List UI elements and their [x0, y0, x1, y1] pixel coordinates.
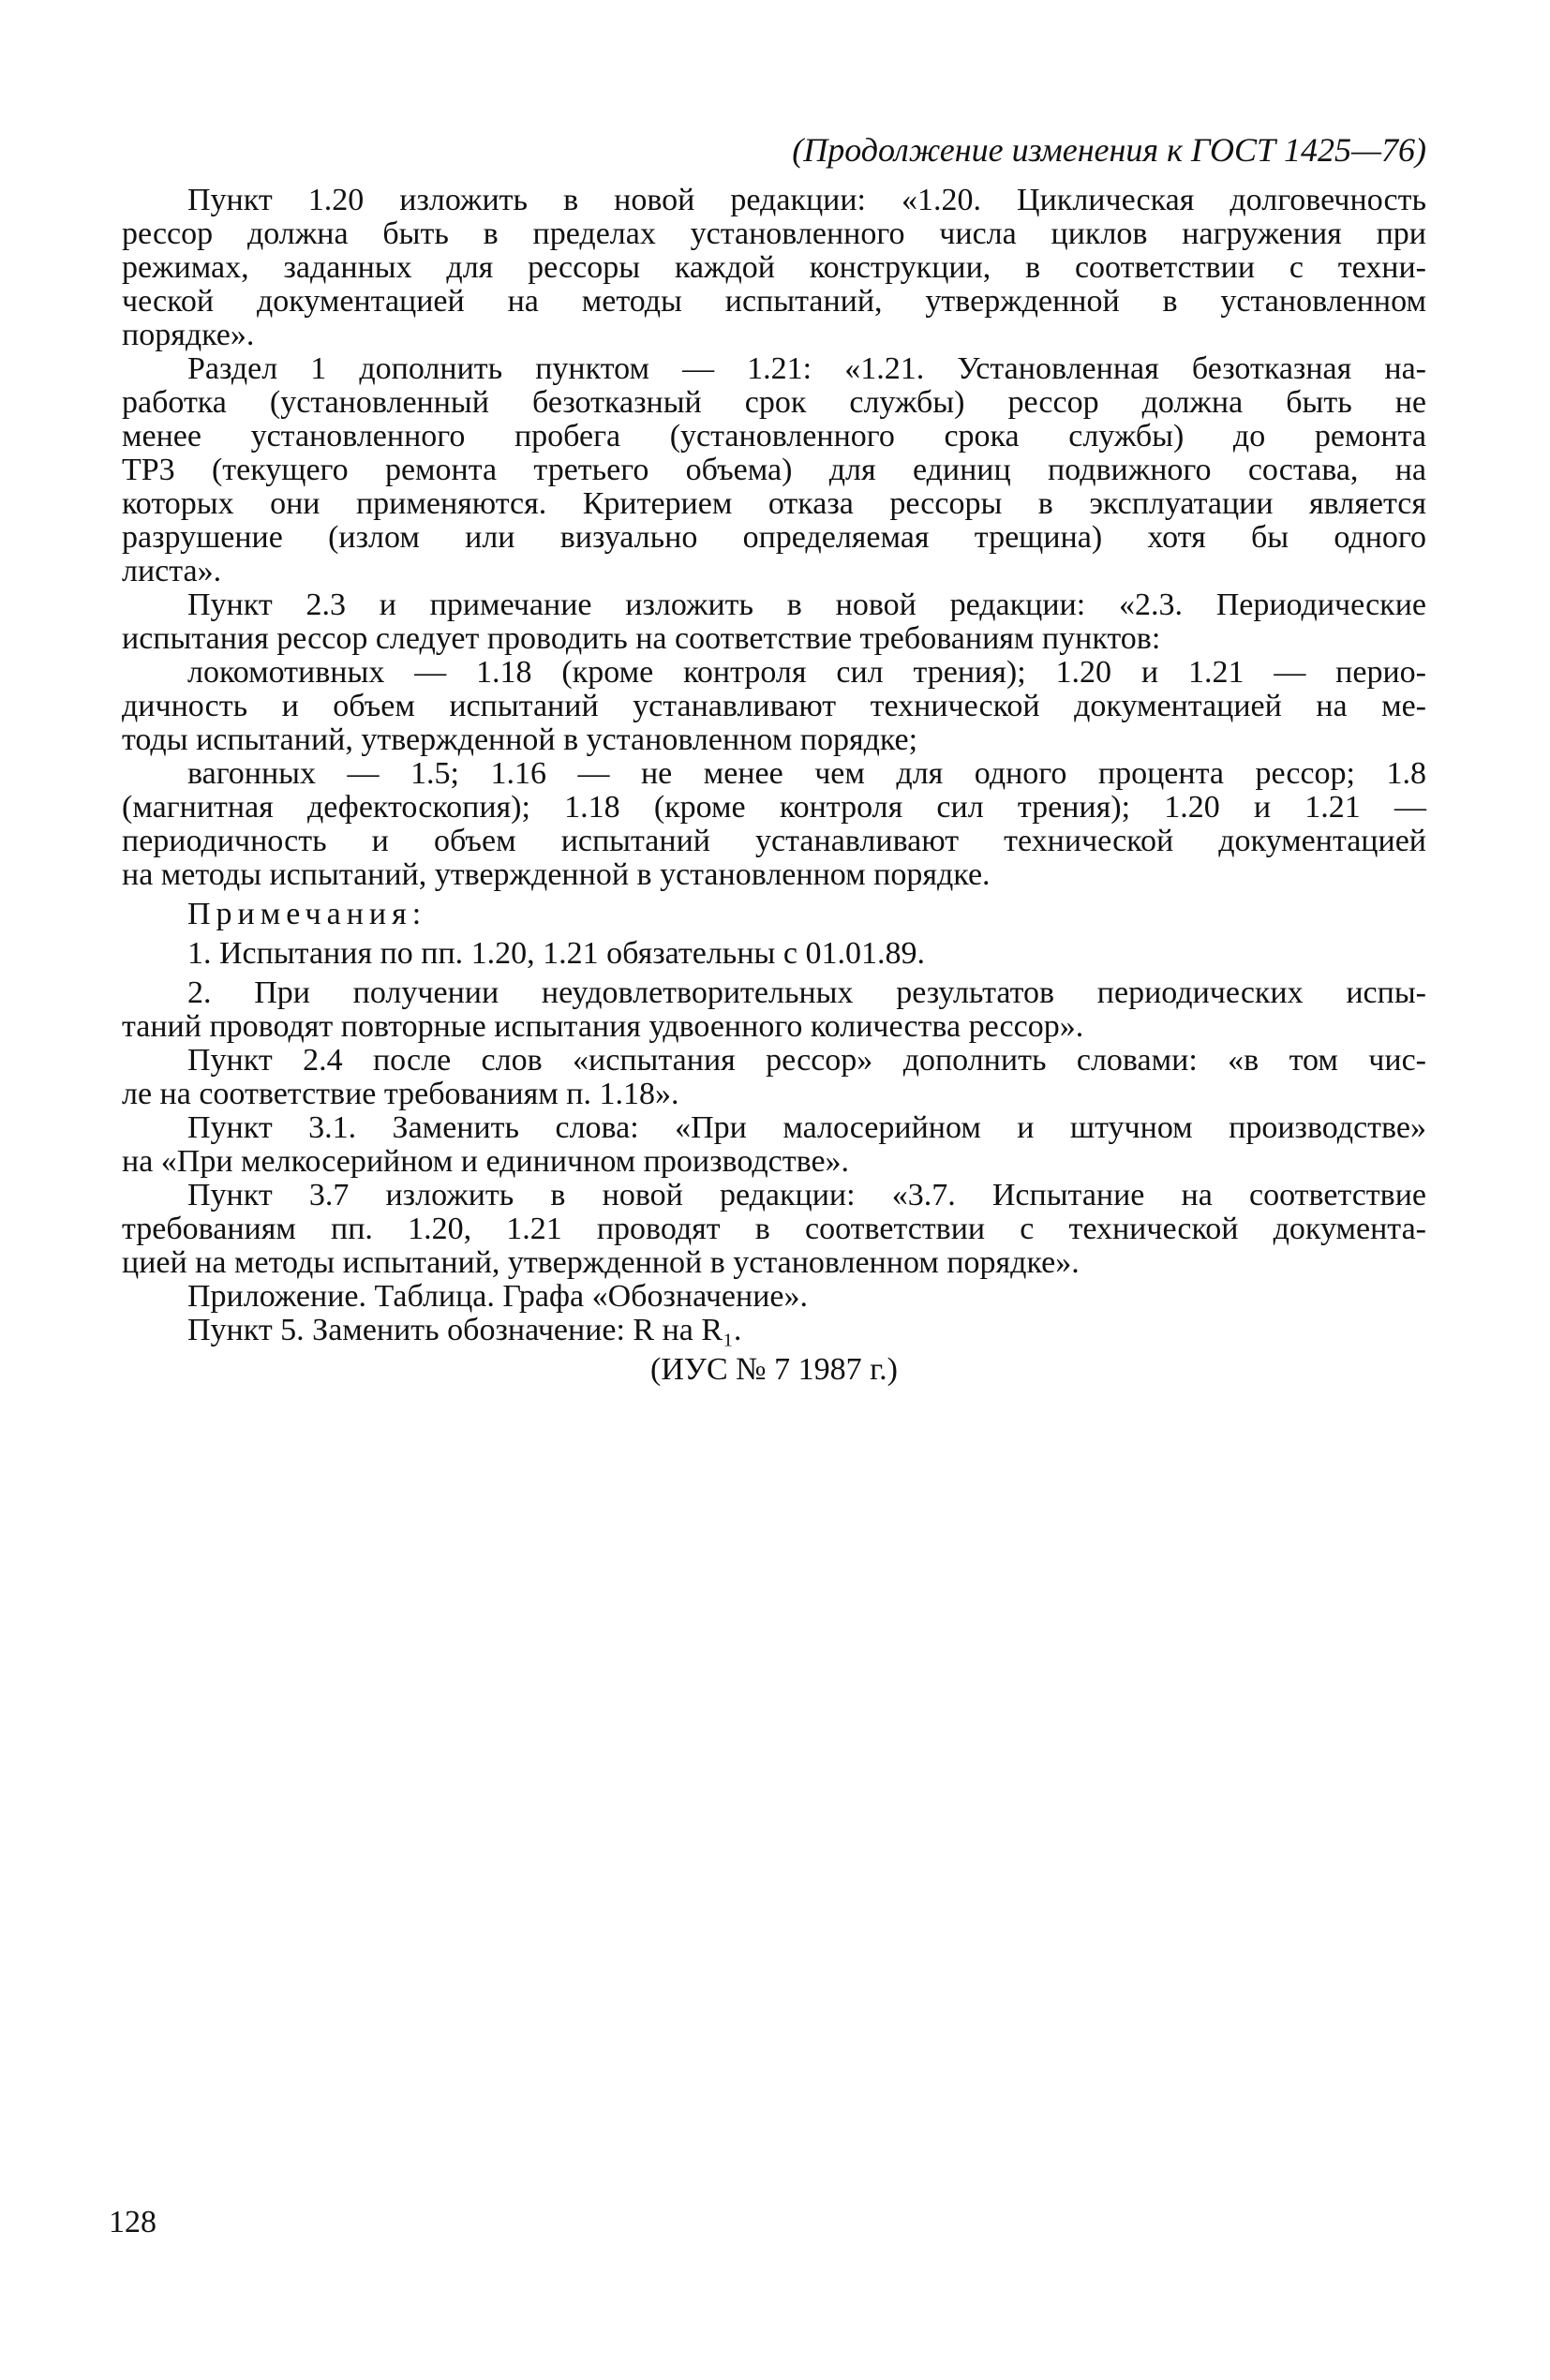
- document-body: [122, 184, 1426, 1387]
- text-line: рессор должна быть в пределах установленного числа циклов нагружения при: [122, 216, 1426, 251]
- text-line: Пункт 5. Заменить обозначение: R на R₁.: [187, 1313, 742, 1347]
- text-line: требованиям пп. 1.20, 1.21 проводят в соответствии с технической документа-: [122, 1212, 1426, 1246]
- paragraph: [122, 1179, 1426, 1280]
- paragraph: [122, 898, 1426, 931]
- text-line: менее установленного пробега (установленного срока службы) до ремонта: [122, 419, 1426, 454]
- paragraph: [122, 656, 1426, 757]
- paragraph: [122, 588, 1426, 656]
- text-line: ТР3 (текущего ремонта третьего объема) для единиц подвижного состава, на: [122, 453, 1426, 487]
- paragraph: [122, 1044, 1426, 1111]
- text-line: Примечания:: [187, 897, 427, 931]
- text-line: порядке».: [122, 318, 255, 352]
- text-line: режимах, заданных для рессоры каждой конструкции, в соответствии с техни-: [122, 250, 1426, 285]
- text-line: Пункт 3.1. Заменить слова: «При малосерийном и штучном производстве»: [187, 1110, 1426, 1145]
- text-line: Пункт 2.3 и примечание изложить в новой редакции: «2.3. Периодические: [187, 588, 1426, 622]
- text-line: тоды испытаний, утвержденной в установленном порядке;: [122, 722, 918, 757]
- paragraph: [122, 937, 1426, 971]
- paragraph: [122, 184, 1426, 352]
- text-line: Пункт 2.4 после слов «испытания рессор» дополнить словами: «в том чис-: [187, 1043, 1426, 1078]
- text-line: на «При мелкосерийном и единичном производстве».: [122, 1144, 850, 1179]
- text-line: периодичность и объем испытаний устанавливают технической документацией: [122, 824, 1426, 858]
- text-line: работка (установленный безотказный срок службы) рессор должна быть не: [122, 385, 1426, 420]
- text-line: Раздел 1 дополнить пунктом — 1.21: «1.21. Установленная безотказная на-: [187, 351, 1426, 386]
- text-line: ле на соответствие требованиям п. 1.18».: [122, 1077, 679, 1111]
- paragraph: [122, 1280, 1426, 1314]
- page-number: 128: [109, 2205, 156, 2239]
- text-line: листа».: [122, 554, 222, 588]
- text-line: 2. При получении неудовлетворительных результатов периодических испы-: [187, 975, 1426, 1010]
- paragraph: [122, 1314, 1426, 1347]
- text-line: дичность и объем испытаний устанавливают технической документацией на ме-: [122, 689, 1426, 723]
- text-line: вагонных — 1.5; 1.16 — не менее чем для одного процента рессор; 1.8: [187, 756, 1426, 791]
- text-line: таний проводят повторные испытания удвоенного количества рессор».: [122, 1009, 1084, 1044]
- text-line: которых они применяются. Критерием отказа рессоры в эксплуатации является: [122, 486, 1426, 521]
- text-line: цией на методы испытаний, утвержденной в установленном порядке».: [122, 1245, 1080, 1280]
- text-line: 1. Испытания по пп. 1.20, 1.21 обязательны с 01.01.89.: [187, 936, 925, 971]
- text-line: (магнитная дефектоскопия); 1.18 (кроме контроля сил трения); 1.20 и 1.21 —: [122, 790, 1426, 825]
- paragraph: [122, 1111, 1426, 1179]
- running-header: (Продолжение изменения к ГОСТ 1425—76): [792, 131, 1426, 169]
- text-line: (ИУС № 7 1987 г.): [650, 1352, 898, 1387]
- paragraph: [122, 757, 1426, 892]
- text-line: Пункт 1.20 изложить в новой редакции: «1.20. Циклическая долговечность: [187, 183, 1426, 217]
- text-line: локомотивных — 1.18 (кроме контроля сил трения); 1.20 и 1.21 — перио-: [187, 655, 1426, 690]
- paragraph: [122, 976, 1426, 1044]
- text-line: на методы испытаний, утвержденной в установленном порядке.: [122, 857, 991, 892]
- text-line: ческой документацией на методы испытаний, утвержденной в установленном: [122, 284, 1426, 319]
- text-line: Пункт 3.7 изложить в новой редакции: «3.7. Испытание на соответствие: [187, 1178, 1426, 1212]
- paragraph: [122, 1353, 1426, 1387]
- text-line: Приложение. Таблица. Графа «Обозначение».: [187, 1279, 809, 1314]
- text-line: испытания рессор следует проводить на соответствие требованиям пунктов:: [122, 621, 1161, 656]
- text-line: разрушение (излом или визуально определяемая трещина) хотя бы одного: [122, 520, 1426, 555]
- paragraph: [122, 352, 1426, 588]
